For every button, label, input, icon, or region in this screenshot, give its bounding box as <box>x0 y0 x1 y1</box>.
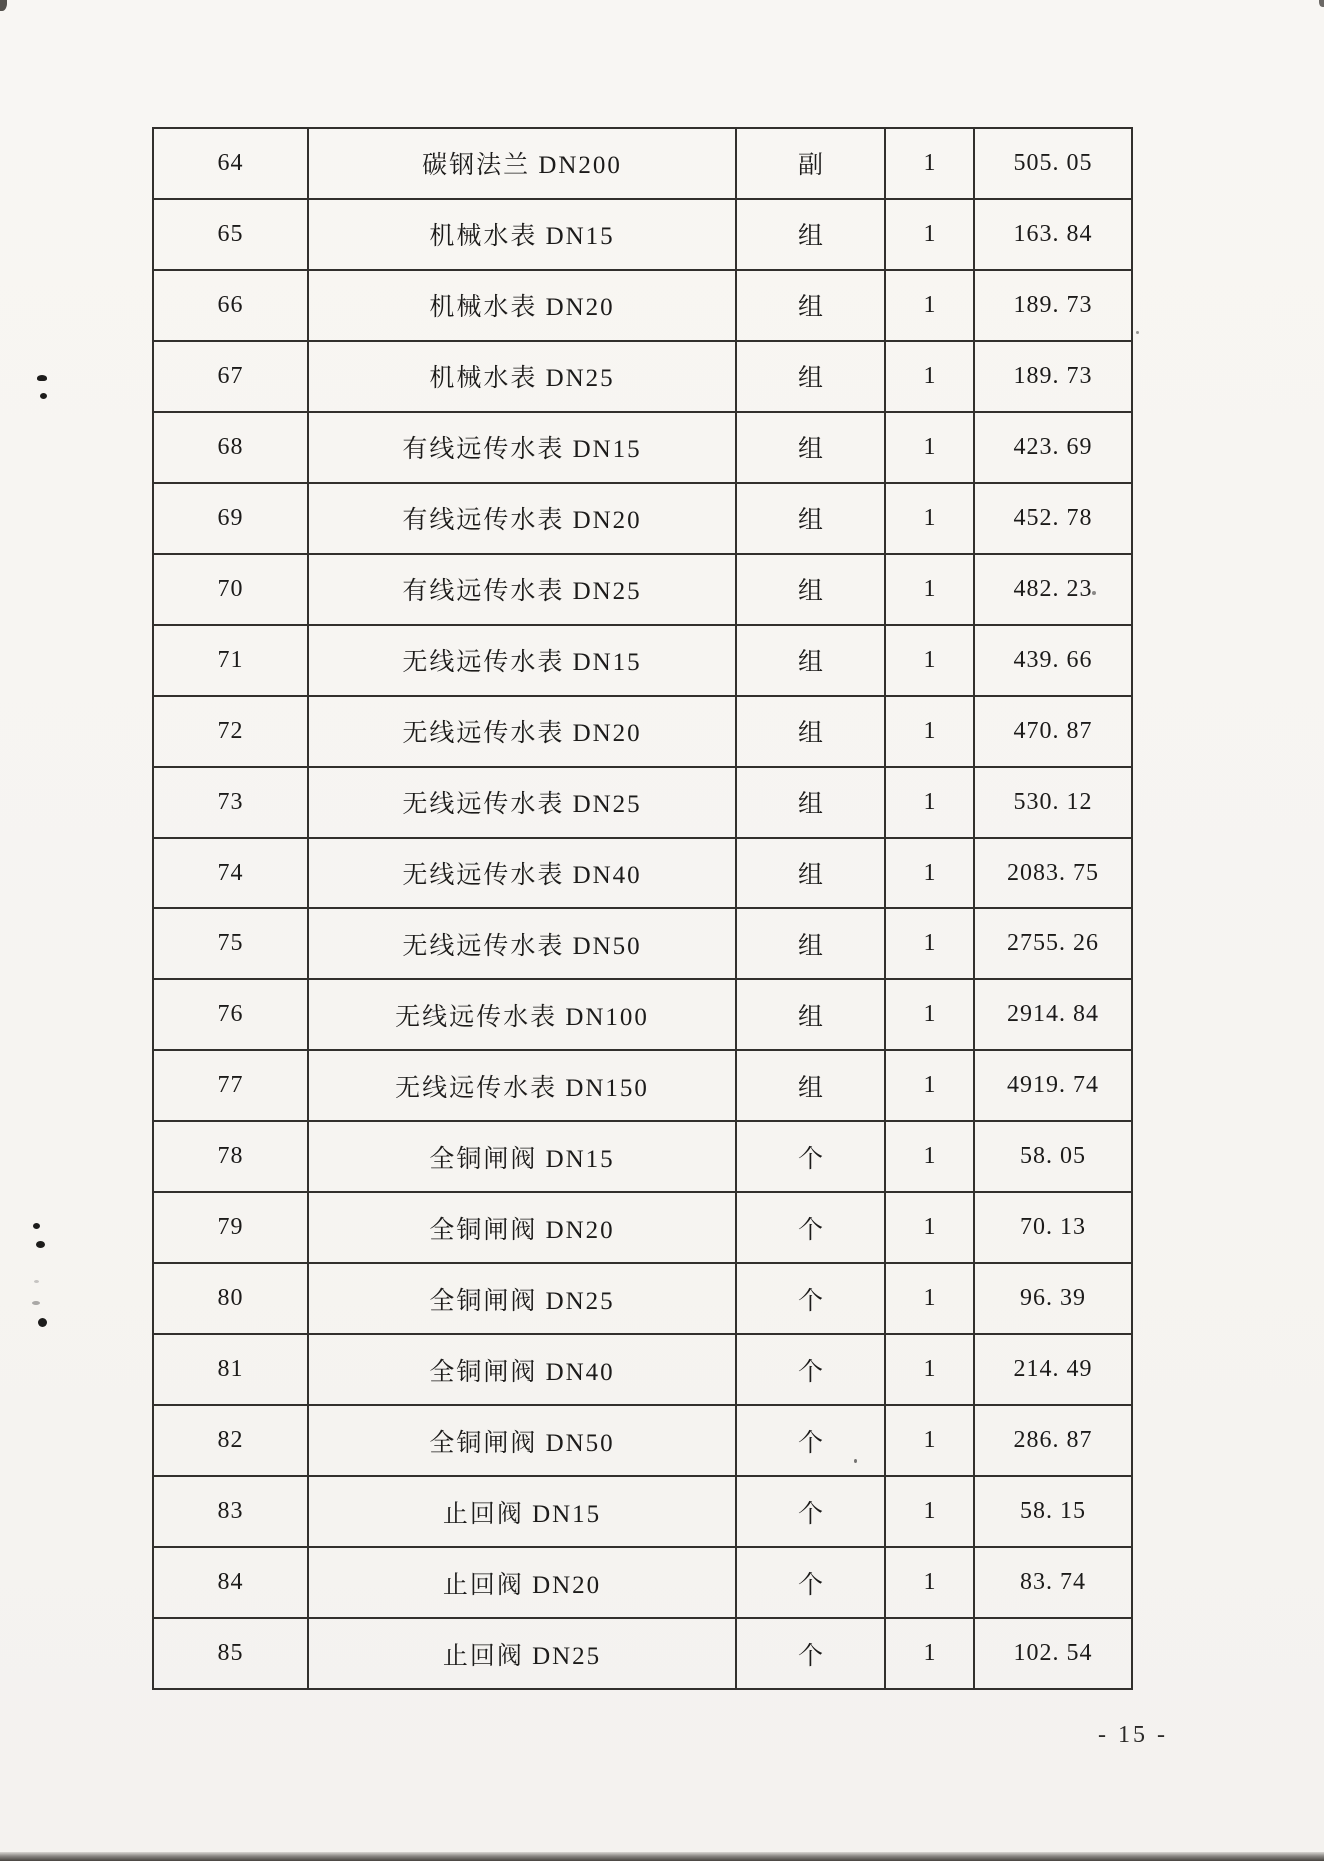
price-cell: 2914. 84 <box>974 979 1132 1050</box>
item-name-cell: 无线远传水表 DN20 <box>308 696 736 767</box>
scan-edge-mark <box>1319 0 1324 7</box>
seq-cell: 79 <box>153 1192 308 1263</box>
unit-cell: 个 <box>736 1618 885 1689</box>
quantity-cell: 1 <box>885 1334 974 1405</box>
unit-cell: 组 <box>736 979 885 1050</box>
item-name-cell: 全铜闸阀 DN15 <box>308 1121 736 1192</box>
price-cell: 189. 73 <box>974 270 1132 341</box>
scan-artifact-dot <box>34 1280 39 1283</box>
quantity-cell: 1 <box>885 767 974 838</box>
price-cell: 2755. 26 <box>974 908 1132 979</box>
table-row <box>153 767 1132 838</box>
price-cell: 470. 87 <box>974 696 1132 767</box>
seq-cell: 71 <box>153 625 308 696</box>
unit-cell: 副 <box>736 128 885 199</box>
item-name-cell: 机械水表 DN25 <box>308 341 736 412</box>
price-cell: 83. 74 <box>974 1547 1132 1618</box>
item-name-cell: 无线远传水表 DN25 <box>308 767 736 838</box>
page-number: - 15 - <box>1098 1722 1168 1748</box>
seq-cell: 65 <box>153 199 308 270</box>
table-row <box>153 908 1132 979</box>
quantity-cell: 1 <box>885 128 974 199</box>
scan-artifact-speck <box>1136 331 1139 334</box>
seq-cell: 85 <box>153 1618 308 1689</box>
scan-bottom-edge <box>0 1852 1324 1861</box>
table-row <box>153 1192 1132 1263</box>
item-name-cell: 无线远传水表 DN40 <box>308 838 736 909</box>
item-name-cell: 无线远传水表 DN50 <box>308 908 736 979</box>
unit-cell: 组 <box>736 483 885 554</box>
quantity-cell: 1 <box>885 270 974 341</box>
quantity-cell: 1 <box>885 979 974 1050</box>
table-row <box>153 270 1132 341</box>
seq-cell: 68 <box>153 412 308 483</box>
table-row <box>153 199 1132 270</box>
quantity-cell: 1 <box>885 1263 974 1334</box>
scan-artifact-dot <box>38 1318 47 1327</box>
scan-edge-mark <box>0 0 7 11</box>
quantity-cell: 1 <box>885 199 974 270</box>
table-row <box>153 1405 1132 1476</box>
table-row <box>153 1263 1132 1334</box>
unit-cell: 组 <box>736 838 885 909</box>
item-name-cell: 有线远传水表 DN15 <box>308 412 736 483</box>
item-name-cell: 机械水表 DN15 <box>308 199 736 270</box>
price-cell: 189. 73 <box>974 341 1132 412</box>
table-row <box>153 554 1132 625</box>
table-row <box>153 483 1132 554</box>
quantity-cell: 1 <box>885 412 974 483</box>
seq-cell: 72 <box>153 696 308 767</box>
table-row <box>153 979 1132 1050</box>
quantity-cell: 1 <box>885 554 974 625</box>
unit-cell: 组 <box>736 1050 885 1121</box>
price-cell: 2083. 75 <box>974 838 1132 909</box>
table-row <box>153 1618 1132 1689</box>
item-name-cell: 全铜闸阀 DN20 <box>308 1192 736 1263</box>
seq-cell: 81 <box>153 1334 308 1405</box>
table-row <box>153 1476 1132 1547</box>
price-cell: 58. 15 <box>974 1476 1132 1547</box>
item-name-cell: 有线远传水表 DN25 <box>308 554 736 625</box>
seq-cell: 84 <box>153 1547 308 1618</box>
seq-cell: 77 <box>153 1050 308 1121</box>
table-row <box>153 1547 1132 1618</box>
quantity-cell: 1 <box>885 1121 974 1192</box>
seq-cell: 76 <box>153 979 308 1050</box>
unit-cell: 个 <box>736 1476 885 1547</box>
seq-cell: 82 <box>153 1405 308 1476</box>
table-row <box>153 625 1132 696</box>
quantity-cell: 1 <box>885 1476 974 1547</box>
item-name-cell: 全铜闸阀 DN40 <box>308 1334 736 1405</box>
scan-artifact-dot <box>40 393 47 399</box>
unit-cell: 组 <box>736 270 885 341</box>
price-cell: 286. 87 <box>974 1405 1132 1476</box>
unit-cell: 个 <box>736 1547 885 1618</box>
price-table-body <box>153 128 1132 1689</box>
item-name-cell: 有线远传水表 DN20 <box>308 483 736 554</box>
scan-artifact-dot <box>32 1301 40 1305</box>
table-row <box>153 1050 1132 1121</box>
table-row <box>153 838 1132 909</box>
quantity-cell: 1 <box>885 1050 974 1121</box>
seq-cell: 80 <box>153 1263 308 1334</box>
table-row <box>153 128 1132 199</box>
item-name-cell: 碳钢法兰 DN200 <box>308 128 736 199</box>
item-name-cell: 止回阀 DN15 <box>308 1476 736 1547</box>
item-name-cell: 全铜闸阀 DN25 <box>308 1263 736 1334</box>
unit-cell: 个 <box>736 1334 885 1405</box>
price-cell: 70. 13 <box>974 1192 1132 1263</box>
seq-cell: 83 <box>153 1476 308 1547</box>
unit-cell: 个 <box>736 1121 885 1192</box>
unit-cell: 组 <box>736 908 885 979</box>
table-row <box>153 696 1132 767</box>
seq-cell: 64 <box>153 128 308 199</box>
unit-cell: 组 <box>736 696 885 767</box>
scan-artifact-dot <box>36 1241 45 1248</box>
item-name-cell: 全铜闸阀 DN50 <box>308 1405 736 1476</box>
seq-cell: 66 <box>153 270 308 341</box>
seq-cell: 75 <box>153 908 308 979</box>
price-cell: 482. 23 <box>974 554 1132 625</box>
price-cell: 58. 05 <box>974 1121 1132 1192</box>
price-cell: 163. 84 <box>974 199 1132 270</box>
item-name-cell: 机械水表 DN20 <box>308 270 736 341</box>
seq-cell: 67 <box>153 341 308 412</box>
quantity-cell: 1 <box>885 908 974 979</box>
item-name-cell: 止回阀 DN25 <box>308 1618 736 1689</box>
unit-cell: 个 <box>736 1263 885 1334</box>
quantity-cell: 1 <box>885 838 974 909</box>
unit-cell: 组 <box>736 199 885 270</box>
table-row <box>153 341 1132 412</box>
price-cell: 96. 39 <box>974 1263 1132 1334</box>
quantity-cell: 1 <box>885 696 974 767</box>
unit-cell: 组 <box>736 625 885 696</box>
quantity-cell: 1 <box>885 1547 974 1618</box>
table-row <box>153 1334 1132 1405</box>
unit-cell: 组 <box>736 554 885 625</box>
quantity-cell: 1 <box>885 483 974 554</box>
table-row <box>153 1121 1132 1192</box>
item-name-cell: 无线远传水表 DN15 <box>308 625 736 696</box>
item-name-cell: 止回阀 DN20 <box>308 1547 736 1618</box>
unit-cell: 组 <box>736 341 885 412</box>
price-cell: 452. 78 <box>974 483 1132 554</box>
quantity-cell: 1 <box>885 1192 974 1263</box>
scan-artifact-speck <box>854 1459 857 1463</box>
scan-artifact-dot <box>37 375 47 381</box>
scan-artifact-dot <box>33 1223 40 1229</box>
unit-cell: 个 <box>736 1405 885 1476</box>
quantity-cell: 1 <box>885 625 974 696</box>
quantity-cell: 1 <box>885 1618 974 1689</box>
quantity-cell: 1 <box>885 1405 974 1476</box>
unit-cell: 组 <box>736 412 885 483</box>
price-cell: 214. 49 <box>974 1334 1132 1405</box>
unit-cell: 个 <box>736 1192 885 1263</box>
price-list-table <box>152 127 1133 1690</box>
price-cell: 102. 54 <box>974 1618 1132 1689</box>
seq-cell: 73 <box>153 767 308 838</box>
seq-cell: 74 <box>153 838 308 909</box>
price-cell: 439. 66 <box>974 625 1132 696</box>
item-name-cell: 无线远传水表 DN150 <box>308 1050 736 1121</box>
seq-cell: 70 <box>153 554 308 625</box>
price-cell: 4919. 74 <box>974 1050 1132 1121</box>
unit-cell: 组 <box>736 767 885 838</box>
item-name-cell: 无线远传水表 DN100 <box>308 979 736 1050</box>
seq-cell: 78 <box>153 1121 308 1192</box>
seq-cell: 69 <box>153 483 308 554</box>
quantity-cell: 1 <box>885 341 974 412</box>
table-row <box>153 412 1132 483</box>
price-cell: 505. 05 <box>974 128 1132 199</box>
price-cell: 530. 12 <box>974 767 1132 838</box>
price-cell: 423. 69 <box>974 412 1132 483</box>
scan-artifact-speck <box>1092 591 1096 595</box>
